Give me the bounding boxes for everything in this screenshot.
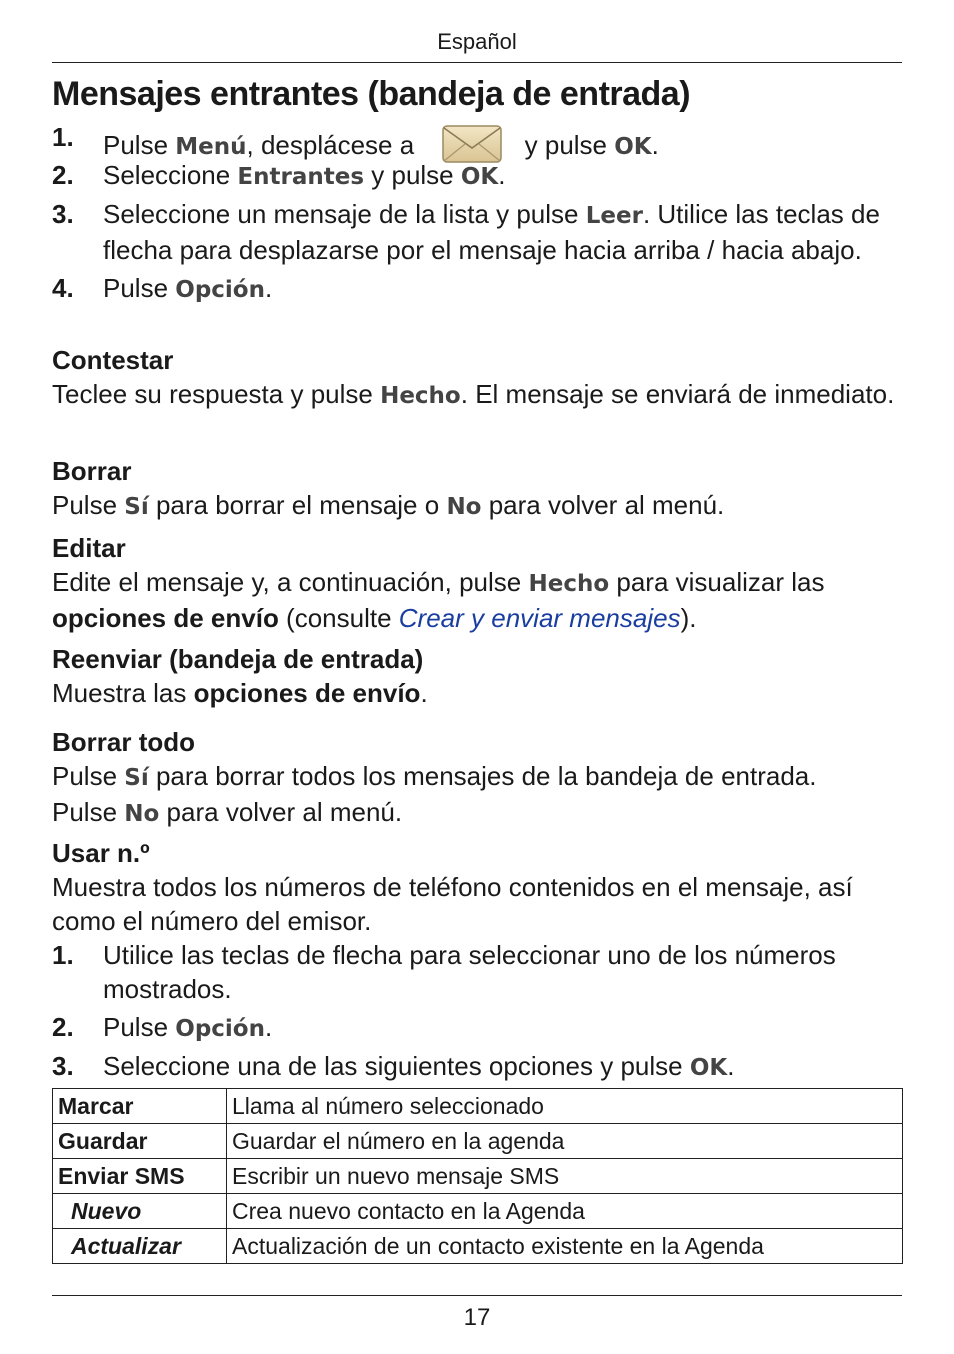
- option-description: Escribir un nuevo mensaje SMS: [227, 1159, 903, 1194]
- section-heading: Editar: [52, 533, 126, 563]
- key-label: OK: [689, 1055, 728, 1081]
- cross-reference-link[interactable]: Crear y enviar mensajes: [398, 603, 681, 633]
- key-label: No: [446, 494, 482, 520]
- section-contestar: [52, 343, 902, 413]
- key-label: Sí: [124, 494, 149, 520]
- steps-list-inbox: [52, 120, 902, 307]
- table-row: [53, 1159, 903, 1194]
- key-label: OK: [460, 164, 499, 190]
- page-number: 17: [463, 1304, 491, 1331]
- page-title: Mensajes entrantes (bandeja de entrada): [52, 75, 691, 113]
- option-description: Guardar el número en la agenda: [227, 1124, 903, 1159]
- table-row: [53, 1124, 903, 1159]
- list-item: 2. Seleccione Entrantes y pulse OK.: [52, 160, 506, 190]
- section-text: Teclee su respuesta y pulse Hecho. El mensaje se enviará de inmediato.: [52, 379, 895, 409]
- section-text: Edite el mensaje y, a continuación, pulse Hecho para visualizar las opciones de envío (consulte Crear y enviar mensajes).: [52, 567, 825, 633]
- option-description: Actualización de un contacto existente en la Agenda: [227, 1229, 903, 1264]
- list-item: 2. Pulse Opción.: [52, 1012, 273, 1042]
- section-heading: Borrar todo: [52, 727, 195, 757]
- section-heading: Usar n.º: [52, 838, 150, 868]
- page-header-language: Español: [437, 29, 517, 54]
- option-name: Marcar: [53, 1089, 227, 1124]
- key-label: Hecho: [528, 571, 610, 597]
- list-item: 3. Seleccione una de las siguientes opciones y pulse OK.: [52, 1051, 735, 1081]
- key-label: Hecho: [380, 383, 461, 409]
- section-heading: Borrar: [52, 456, 132, 486]
- section-text: Pulse Sí para borrar todos los mensajes de la bandeja de entrada.: [52, 761, 817, 791]
- section-editar: [52, 531, 902, 635]
- key-label: Opción: [175, 277, 265, 303]
- option-name: Nuevo: [53, 1194, 227, 1229]
- key-label: No: [124, 801, 160, 827]
- list-item: 1. Utilice las teclas de flecha para seleccionar uno de los números mostrados.: [52, 940, 836, 1004]
- option-name: Enviar SMS: [53, 1159, 227, 1194]
- table-row: [53, 1089, 903, 1124]
- option-name: Actualizar: [53, 1229, 227, 1264]
- list-item: 3. Seleccione un mensaje de la lista y pulse Leer. Utilice las teclas de flecha para desplazarse por el mensaje hacia arriba / hacia abajo.: [52, 199, 880, 265]
- steps-list-usar: [52, 938, 902, 1085]
- section-text: Pulse No para volver al menú.: [52, 797, 403, 827]
- section-borrar: [52, 454, 902, 524]
- section-usar-numero: [52, 836, 902, 938]
- table-row: [53, 1229, 903, 1264]
- section-text: Muestra las opciones de envío.: [52, 678, 428, 708]
- option-description: Llama al número seleccionado: [227, 1089, 903, 1124]
- option-name: Guardar: [53, 1124, 227, 1159]
- key-label: OK: [614, 134, 652, 160]
- list-item: 4. Pulse Opción.: [52, 273, 273, 303]
- key-label: Menú: [175, 134, 247, 160]
- key-label: Sí: [124, 765, 149, 791]
- section-text: Pulse Sí para borrar el mensaje o No para volver al menú.: [52, 490, 725, 520]
- table-row: [53, 1194, 903, 1229]
- key-label: Entrantes: [237, 164, 365, 190]
- header-rule: [52, 62, 902, 63]
- key-label: Opción: [175, 1016, 265, 1042]
- section-heading: Contestar: [52, 345, 174, 375]
- section-borrar-todo: [52, 725, 902, 831]
- section-heading: Reenviar (bandeja de entrada): [52, 644, 424, 674]
- options-table: [52, 1088, 903, 1264]
- list-item: 1. Pulse Menú, desplácese a y pulse OK.: [52, 120, 902, 156]
- footer-rule: [52, 1295, 902, 1296]
- key-label: Leer: [585, 203, 643, 229]
- section-reenviar: [52, 642, 902, 710]
- option-description: Crea nuevo contacto en la Agenda: [227, 1194, 903, 1229]
- section-text: Muestra todos los números de teléfono contenidos en el mensaje, así como el número del emisor.: [52, 872, 853, 936]
